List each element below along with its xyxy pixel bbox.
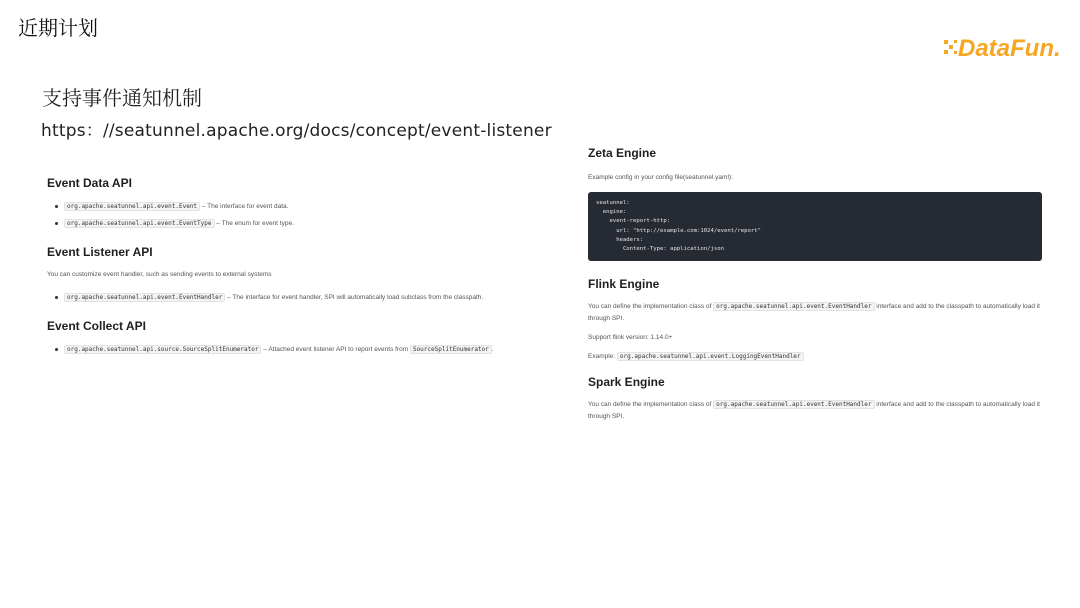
inline-code: org.apache.seatunnel.api.event.Event <box>64 202 200 211</box>
flink-support-version: Support flink version: 1.14.0+ <box>588 334 673 342</box>
zeta-engine-desc: Example config in your config file(seatunnel.yaml): <box>588 174 733 181</box>
left-column <box>47 176 537 371</box>
config-code-block <box>588 192 1042 261</box>
list-item: org.apache.seatunnel.api.source.SourceSplitEnumerator – Attached event listener API to report events from SourceSplitEnumerator . <box>47 343 537 357</box>
inline-code: org.apache.seatunnel.api.event.EventHandler <box>64 293 225 302</box>
spark-engine-section <box>588 375 1042 423</box>
spark-engine-desc: You can define the implementation class of org.apache.seatunnel.api.event.EventHandler interface and add to the classpath to automatically load it through SPI. <box>588 401 1040 421</box>
inline-code: org.apache.seatunnel.api.source.SourceSplitEnumerator <box>64 345 261 354</box>
list-item: org.apache.seatunnel.api.event.Event – The interface for event data. <box>47 200 537 214</box>
flink-engine-desc: You can define the implementation class of org.apache.seatunnel.api.event.EventHandler interface and add to the classpath to automatically load it through SPI. <box>588 303 1040 323</box>
event-listener-api-section <box>47 245 537 305</box>
zeta-engine-title: Zeta Engine <box>588 146 657 160</box>
event-data-api-title: Event Data API <box>47 176 132 190</box>
inline-code: org.apache.seatunnel.api.event.EventHandler <box>713 302 874 311</box>
event-collect-api-title: Event Collect API <box>47 319 146 333</box>
flink-example: Example: org.apache.seatunnel.api.event.LoggingEventHandler <box>588 351 1042 363</box>
inline-code: org.apache.seatunnel.api.event.EventType <box>64 219 215 228</box>
right-column <box>588 146 1042 435</box>
zeta-engine-section <box>588 146 1042 261</box>
spark-engine-title: Spark Engine <box>588 375 665 390</box>
inline-code: org.apache.seatunnel.api.event.LoggingEventHandler <box>617 352 804 361</box>
event-data-api-section <box>47 176 537 231</box>
list-item: org.apache.seatunnel.api.event.EventHandler – The interface for event handler, SPI will automatically load subclass from the classpath. <box>47 291 537 305</box>
list-item: org.apache.seatunnel.api.event.EventType – The enum for event type. <box>47 217 537 231</box>
flink-engine-title: Flink Engine <box>588 277 660 292</box>
inline-code: SourceSplitEnumerator <box>410 345 492 354</box>
slide-title: 近期计划 <box>18 16 98 40</box>
event-listener-desc: You can customize event handler, such as sending events to external systems <box>47 271 272 278</box>
doc-url: https：//seatunnel.apache.org/docs/concept/event-listener <box>41 121 552 141</box>
heading: 支持事件通知机制 <box>42 86 202 110</box>
event-collect-api-section <box>47 319 537 357</box>
datafun-logo <box>942 30 1066 62</box>
flink-engine-section <box>588 277 1042 363</box>
svg-text:DataFun.: DataFun. <box>958 35 1061 62</box>
config-code: seatunnel: engine: event-report-http: url: "http://example.com:1024/event/report" headers: Content-Type: application/json <box>596 200 762 253</box>
inline-code: org.apache.seatunnel.api.event.EventHandler <box>713 400 874 409</box>
event-listener-api-title: Event Listener API <box>47 245 153 259</box>
